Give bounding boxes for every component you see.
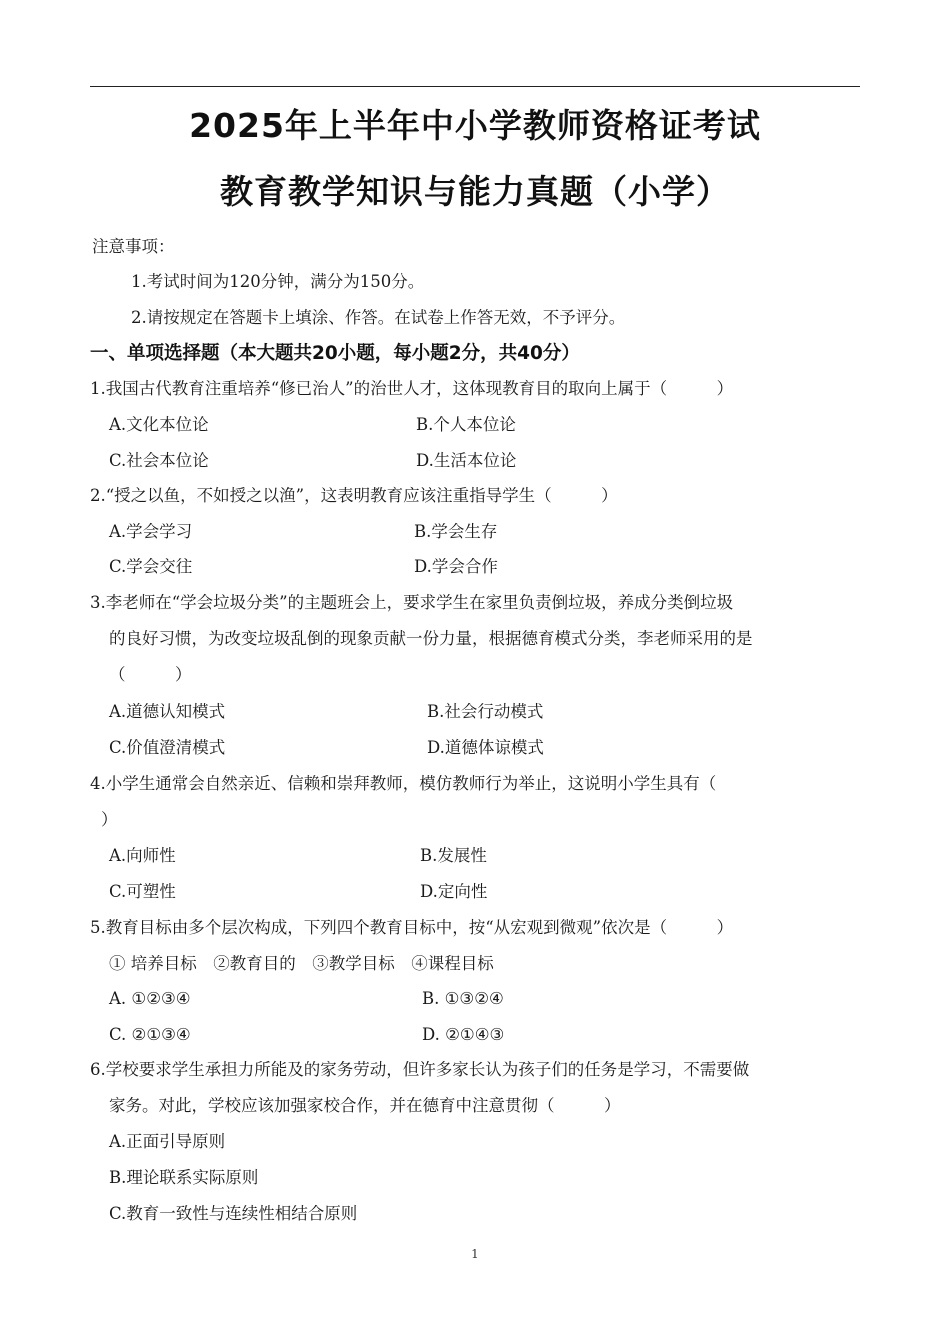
question-stem: 1.我国古代教育注重培养“修已治人”的治世人才，这体现教育目的取向上属于（ ） xyxy=(90,379,734,398)
exam-title: 2025年上半年中小学教师资格证考试 xyxy=(189,106,761,145)
option-c: C.社会本位论 xyxy=(109,451,209,470)
option-c: C.教育一致性与连续性相结合原则 xyxy=(109,1204,358,1223)
option-a: A.学会学习 xyxy=(109,522,193,541)
option-a: A.向师性 xyxy=(109,846,176,865)
option-d: D.道德体谅模式 xyxy=(427,738,544,757)
option-c: C. ②①③④ xyxy=(109,1025,191,1044)
option-b: B.发展性 xyxy=(420,846,487,865)
exam-subtitle: 教育教学知识与能力真题（小学） xyxy=(220,172,730,211)
option-a: A.文化本位论 xyxy=(109,415,209,434)
option-d: D. ②①④③ xyxy=(422,1025,505,1044)
section-heading: 一、单项选择题（本大题共20小题，每小题2分，共40分） xyxy=(90,343,580,364)
option-c: C.可塑性 xyxy=(109,882,176,901)
notice-heading: 注意事项： xyxy=(92,237,175,256)
option-b: B.理论联系实际原则 xyxy=(109,1168,259,1187)
option-b: B.学会生存 xyxy=(414,522,498,541)
question-stem-cont: 家务。对此，学校应该加强家校合作，并在德育中注意贯彻（ ） xyxy=(109,1096,621,1115)
question-stem: 3.李老师在“学会垃圾分类”的主题班会上，要求学生在家里负责倒垃圾，养成分类倒垃圾 xyxy=(90,593,734,612)
header-rule xyxy=(90,86,860,87)
option-a: A. ①②③④ xyxy=(109,989,191,1008)
option-a: A.正面引导原则 xyxy=(109,1132,226,1151)
question-stem-cont: 的良好习惯，为改变垃圾乱倒的现象贡献一份力量，根据德育模式分类，李老师采用的是 xyxy=(109,629,753,648)
question-stem: 6.学校要求学生承担力所能及的家务劳动，但许多家长认为孩子们的任务是学习，不需要做 xyxy=(90,1060,750,1079)
question-stem: 2.“授之以鱼，不如授之以渔”，这表明教育应该注重指导学生（ ） xyxy=(90,486,618,505)
option-c: C.价值澄清模式 xyxy=(109,738,226,757)
option-d: D.生活本位论 xyxy=(416,451,517,470)
option-d: D.定向性 xyxy=(420,882,488,901)
option-c: C.学会交往 xyxy=(109,557,193,576)
notice-item: 1.考试时间为120分钟，满分为150分。 xyxy=(131,272,425,291)
option-a: A.道德认知模式 xyxy=(109,702,226,721)
question-stem-cont: （ ） xyxy=(109,665,192,684)
question-stem-cont: ① 培养目标 ②教育目的 ③教学目标 ④课程目标 xyxy=(109,954,494,973)
question-stem-cont: ） xyxy=(101,810,118,829)
notice-item: 2.请按规定在答题卡上填涂、作答。在试卷上作答无效，不予评分。 xyxy=(131,308,626,327)
page-number: 1 xyxy=(471,1247,479,1261)
option-b: B.个人本位论 xyxy=(416,415,516,434)
question-stem: 5.教育目标由多个层次构成，下列四个教育目标中，按“从宏观到微观”依次是（ ） xyxy=(90,918,734,937)
question-stem: 4.小学生通常会自然亲近、信赖和崇拜教师，模仿教师行为举止，这说明小学生具有（ xyxy=(90,774,717,793)
option-b: B.社会行动模式 xyxy=(427,702,544,721)
option-b: B. ①③②④ xyxy=(422,989,504,1008)
option-d: D.学会合作 xyxy=(414,557,498,576)
